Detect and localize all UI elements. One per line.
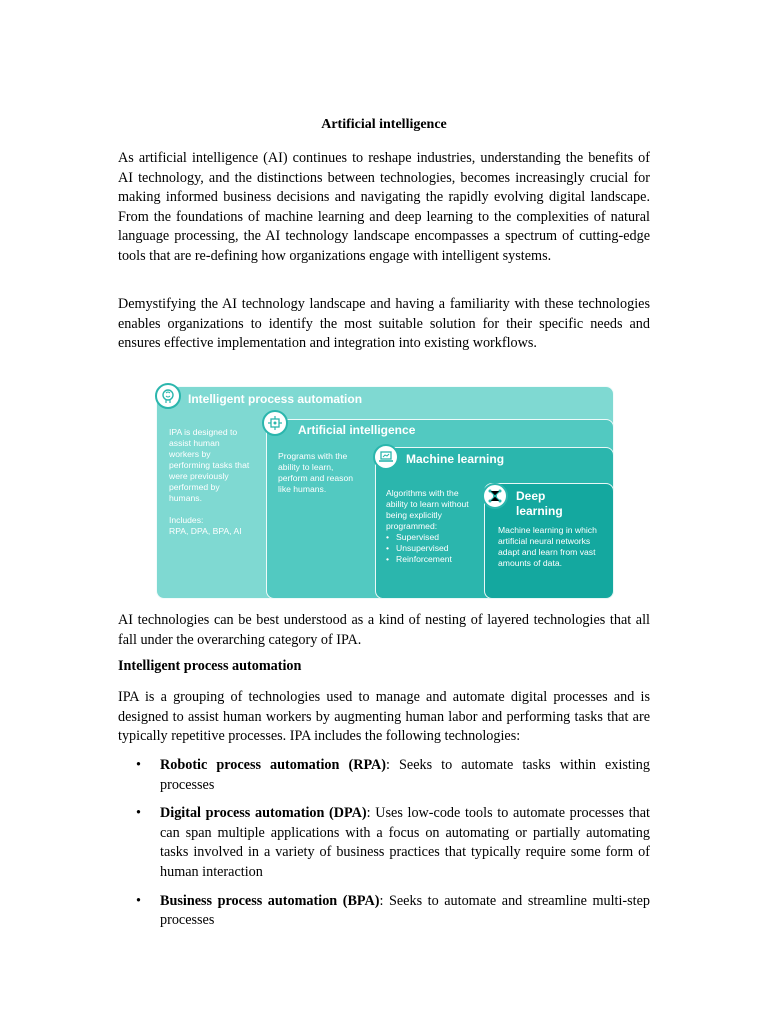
- ipa-description: IPA is designed to assist human workers by performing tasks that were previously performed by humans. Includes: RPA, DPA, BPA, AI: [169, 427, 250, 536]
- ai-nesting-diagram: [156, 386, 614, 599]
- ai-description: Programs with the ability to learn, perform and reason like humans.: [278, 451, 353, 494]
- bullet-icon: •: [136, 805, 141, 822]
- ipa-heading: Intelligent process automation: [118, 658, 302, 674]
- ml-item-supervised: • Supervised: [386, 532, 469, 543]
- ml-description: Algorithms with the ability to learn without being explicitly programmed: • Supervised • Unsupervised • Reinforcement: [386, 488, 469, 565]
- ipa-label: Intelligent process automation: [188, 392, 363, 406]
- ipa-paragraph: IPA is a grouping of technologies used to manage and automate digital processes and is designed to assist human workers by augmenting human labor and performing tasks that are typically repetitive processes. IPA includes the following technologies:: [118, 689, 650, 745]
- list-item: • Business process automation (BPA): Seeks to automate and streamline multi-step processes: [136, 892, 650, 929]
- ipa-technology-list: [118, 756, 650, 940]
- ml-item-unsupervised: • Unsupervised: [386, 543, 469, 554]
- intro-paragraph: As artificial intelligence (AI) continues to reshape industries, understanding the benefits of AI technology, and the distinctions between technologies, becomes increasingly crucial for making informed business decisions and navigating the rapidly evolving digital landscape. From the foundations of machine learning and deep learning to the complexities of natural language processing, the AI technology landscape encompasses a spectrum of cutting-edge tools that are re-defining how organizations engage with intelligent systems.: [118, 150, 650, 264]
- ml-item-reinforcement: • Reinforcement: [386, 554, 469, 565]
- list-item: • Robotic process automation (RPA): Seeks to automate tasks within existing processes: [136, 757, 650, 793]
- brain-head-icon: [155, 383, 181, 409]
- bullet-icon: •: [136, 757, 141, 773]
- dl-label: Deep learning: [516, 489, 563, 518]
- neural-network-icon: [482, 483, 508, 509]
- list-item: • Digital process automation (DPA): Uses low-code tools to automate processes that can span multiple applications with a focus on automating or partially automating tasks involved in a variety of business practices that typically require some form of human interaction: [136, 805, 650, 880]
- nesting-paragraph: AI technologies can be best understood as a kind of nesting of layered technologies that all fall under the overarching category of IPA.: [118, 612, 650, 648]
- bullet-icon: •: [136, 892, 141, 909]
- ai-label: Artificial intelligence: [298, 423, 416, 437]
- dl-description: Machine learning in which artificial neural networks adapt and learn from vast amounts of data.: [498, 525, 597, 568]
- network-chip-icon: [262, 410, 288, 436]
- document-title: Artificial intelligence: [321, 117, 447, 132]
- demystify-paragraph: Demystifying the AI technology landscape and having a familiarity with these technologies enables organizations to identify the most suitable solution for their specific needs and ensures effective implementation and integration into existing workflows.: [118, 296, 650, 352]
- laptop-icon: [373, 444, 399, 470]
- ml-label: Machine learning: [406, 452, 505, 466]
